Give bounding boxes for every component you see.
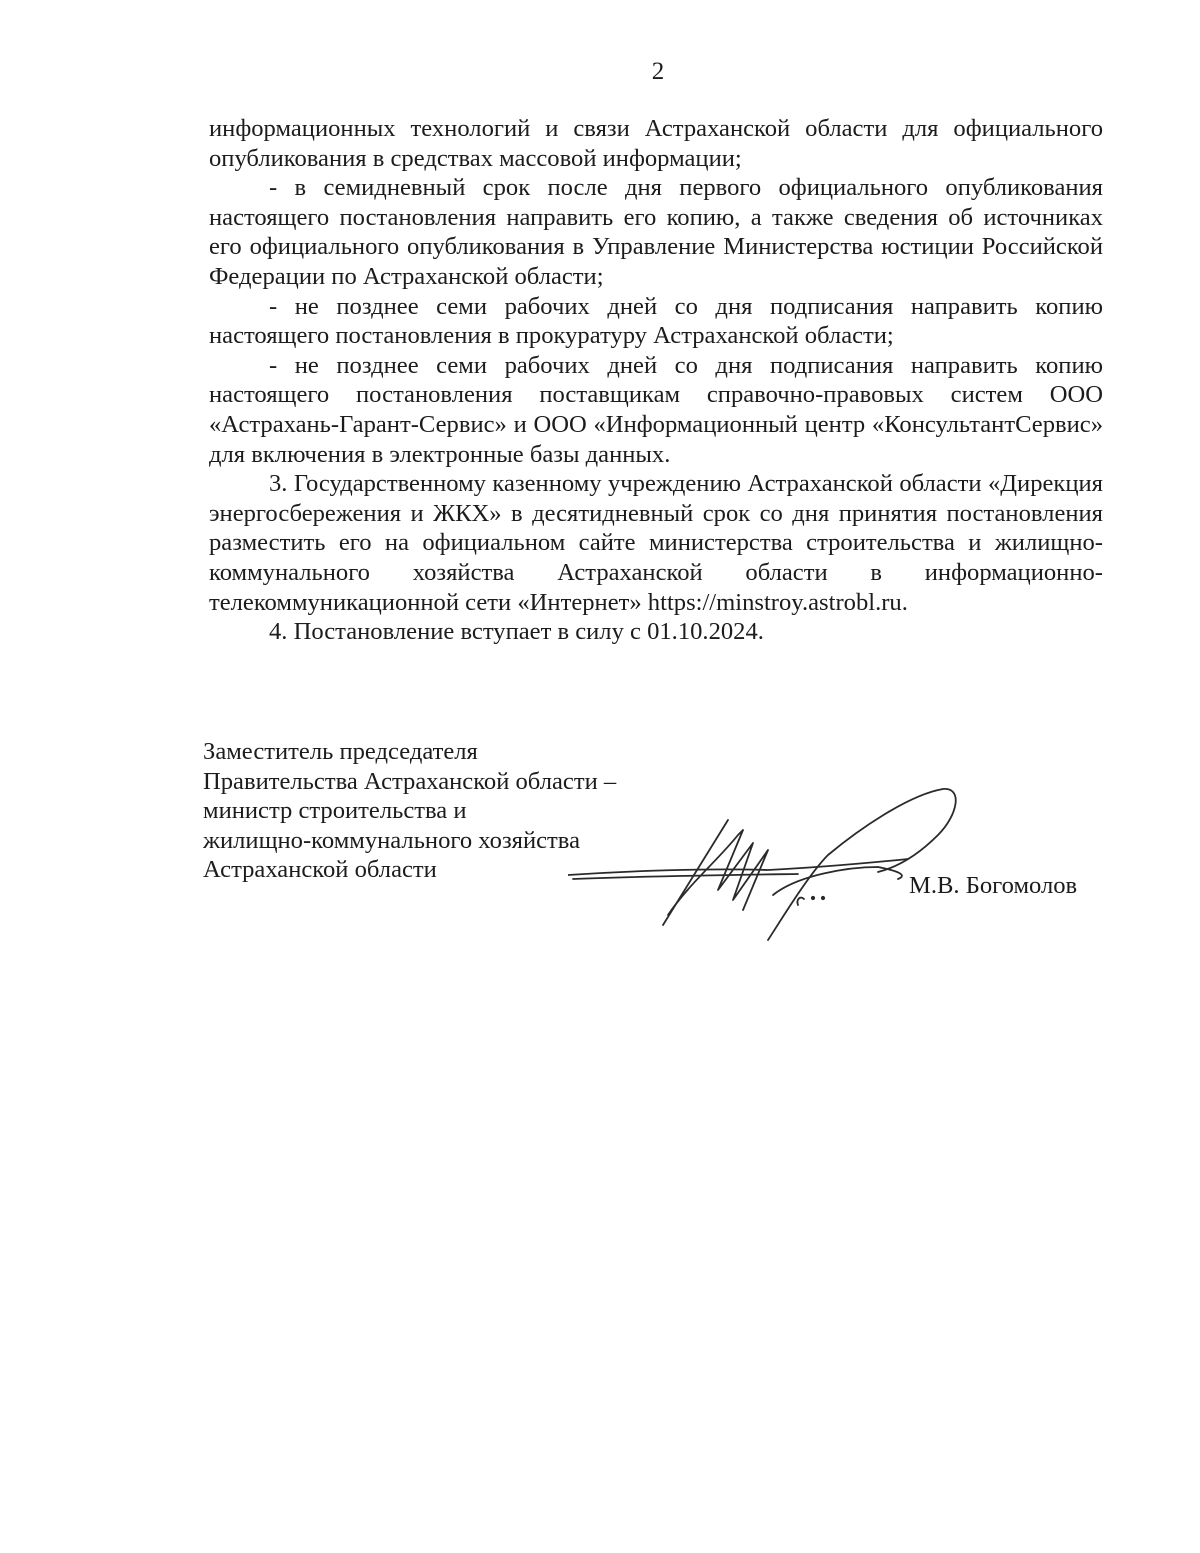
signer-name: М.В. Богомолов	[909, 872, 1078, 899]
handwritten-signature	[568, 775, 968, 945]
signatory-title-line: Заместитель председателя	[203, 738, 478, 765]
signatory-title-line: жилищно-коммунального хозяйства	[203, 826, 580, 854]
paragraph-item-4: 4. Постановление вступает в силу с 01.10.2024.	[269, 618, 764, 646]
paragraph-item-3: 3. Государственному казенному учреждению Астраханской области «Дирекция энергосбережения и ЖКХ» в десятидневный срок со дня принятия постановления разместить его на официальном сайте министерства строительства и жилищно-коммунального хозяйства Астраханской области в информационно-телекоммуникационной сети «Интернет» https://minstroy.astrobl.ru.	[209, 470, 1103, 616]
paragraph-item-prosecutor-copy: - не позднее семи рабочих дней со дня подписания направить копию настоящего постановления в прокуратуру Астраханской области;	[209, 292, 1103, 350]
signatory-title-line: министр строительства и	[203, 797, 467, 825]
paragraph-item-publication-notice: - в семидневный срок после дня первого официального опубликования настоящего постановления направить его копию, а также сведения об источниках его официального опубликования в Управление Министерства юстиции Российской Федерации по Астраханской области;	[209, 174, 1103, 290]
signatory-title-line: Астраханской области	[203, 856, 437, 884]
signatory-title	[203, 737, 616, 885]
paragraph-continuation: информационных технологий и связи Астраханской области для официального опубликования в средствах массовой информации;	[209, 115, 1103, 172]
paragraph-item-legal-systems-copy: - не позднее семи рабочих дней со дня подписания направить копию настоящего постановления поставщикам справочно-правовых систем ООО «Астрахань-Гарант-Сервис» и ООО «Информационный центр «КонсультантСервис» для включения в электронные базы данных.	[209, 351, 1103, 468]
page-number: 2	[651, 58, 665, 85]
document-body	[209, 114, 1103, 647]
signatory-title-line: Правительства Астраханской области –	[203, 767, 617, 795]
